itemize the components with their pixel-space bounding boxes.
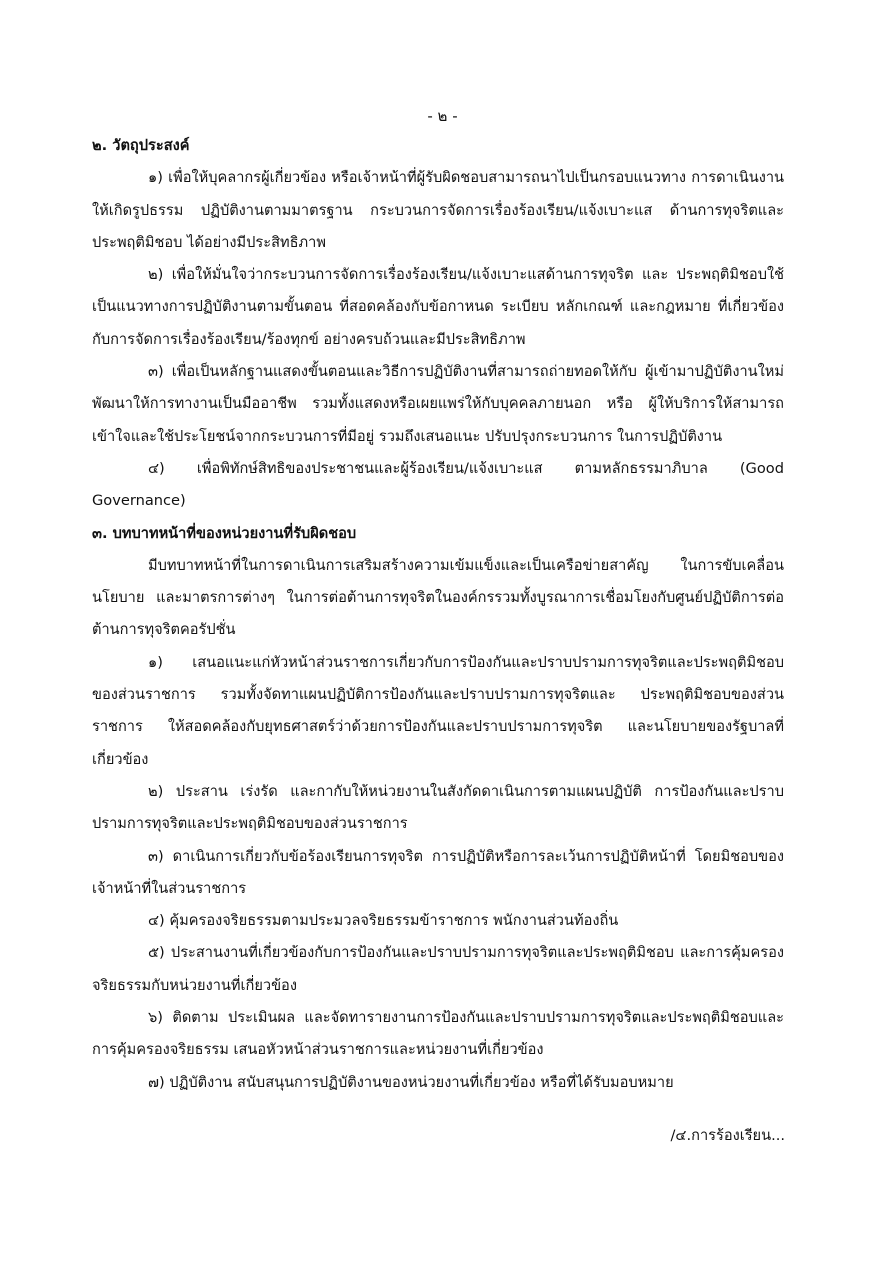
objective-item-2: ๒) เพื่อให้มั่นใจว่ากระบวนการจัดการเรื่องร้องเรียน/แจ้งเบาะแสด้านการทุจริต และ ประพฤติมิชอบใช้เป็นแนวทางการปฏิบัติงานตามขั้นตอน ที่สอดคล้องกับข้อกาหนด ระเบียบ หลักเกณฑ์ และกฎหมาย ที่เกี่ยวข้องกับการจัดการเรื่องร้องเรียน/ร้องทุกข์ อย่างครบถ้วนและมีประสิทธิภาพ: [92, 266, 784, 348]
document-body: [92, 130, 784, 1099]
duty-item-5: ๕) ประสานงานที่เกี่ยวข้องกับการป้องกันและปราบปรามการทุจริตและประพฤติมิชอบ และการคุ้มครองจริยธรรมกับหน่วยงานที่เกี่ยวข้อง: [92, 944, 784, 994]
duty-item-4: ๔) คุ้มครองจริยธรรมตามประมวลจริยธรรมข้าราชการ พนักงานส่วนท้องถิ่น: [148, 912, 619, 930]
objective-item-1: ๑) เพื่อให้บุคลากรผู้เกี่ยวข้อง หรือเจ้าหน้าที่ผู้รับผิดชอบสามารถนาไปเป็นกรอบแนวทาง การดาเนินงานให้เกิดรูปธรรม ปฏิบัติงานตามมาตรฐาน กระบวนการจัดการเรื่องร้องเรียน/แจ้งเบาะแส ด้านการทุจริตและประพฤติมิชอบ ได้อย่างมีประสิทธิภาพ: [92, 169, 784, 251]
duty-item-1: ๑) เสนอแนะแก่หัวหน้าส่วนราชการเกี่ยวกับการป้องกันและปราบปรามการทุจริตและประพฤติมิชอบของส่วนราชการ รวมทั้งจัดทาแผนปฏิบัติการป้องกันและปราบปรามการทุจริตและ ประพฤติมิชอบของส่วนราชการ ให้สอดคล้องกับยุทธศาสตร์ว่าด้วยการป้องกันและปราบปรามการทุจริต และนโยบายของรัฐบาลที่เกี่ยวข้อง: [92, 653, 784, 768]
duty-item-3: ๓) ดาเนินการเกี่ยวกับข้อร้องเรียนการทุจริต การปฏิบัติหรือการละเว้นการปฏิบัติหน้าที่ โดยมิชอบของเจ้าหน้าที่ในส่วนราชการ: [92, 847, 784, 897]
objective-item-3: ๓) เพื่อเป็นหลักฐานแสดงขั้นตอนและวิธีการปฏิบัติงานที่สามารถถ่ายทอดให้กับ ผู้เข้ามาปฏิบัติงานใหม่ พัฒนาให้การทางานเป็นมืออาชีพ รวมทั้งแสดงหรือเผยแพร่ให้กับบุคคลภายนอก หรือ ผู้ให้บริการให้สามารถเข้าใจและใช้ประโยชน์จากกระบวนการที่มีอยู่ รวมถึงเสนอแนะ ปรับปรุงกระบวนการ ในการปฏิบัติงาน: [92, 363, 784, 445]
duty-item-2: ๒) ประสาน เร่งรัด และกากับให้หน่วยงานในสังกัดดาเนินการตามแผนปฏิบัติ การป้องกันและปราบปรามการทุจริตและประพฤติมิชอบของส่วนราชการ: [92, 782, 784, 833]
page-number: - ๒ -: [427, 107, 458, 125]
continuation-note: /๔.การร้องเรียน...: [670, 1127, 785, 1144]
duty-item-6: ๖) ติดตาม ประเมินผล และจัดทารายงานการป้องกันและปราบปรามการทุจริตและประพฤติมิชอบและการคุ้มครองจริยธรรม เสนอหัวหน้าส่วนราชการและหน่วยงานที่เกี่ยวข้อง: [92, 1009, 784, 1059]
section-2-heading: ๒. วัตถุประสงค์: [92, 137, 190, 154]
objective-item-4: ๔) เพื่อพิทักษ์สิทธิของประชาชนและผู้ร้องเรียน/แจ้งเบาะแส ตามหลักธรรมาภิบาล (Good Governance): [92, 459, 784, 510]
section-3-intro: มีบทบาทหน้าที่ในการดาเนินการเสริมสร้างความเข้มแข็งและเป็นเครือข่ายสาคัญ ในการขับเคลื่อนนโยบาย และมาตรการต่างๆ ในการต่อต้านการทุจริตในองค์กรรวมทั้งบูรณาการเชื่อมโยงกับศูนย์ปฏิบัติการต่อต้านการทุจริตคอรัปชั่น: [92, 556, 784, 639]
section-3-heading: ๓. บทบาทหน้าที่ของหน่วยงานที่รับผิดชอบ: [92, 524, 357, 542]
duty-item-7: ๗) ปฏิบัติงาน สนับสนุนการปฏิบัติงานของหน่วยงานที่เกี่ยวข้อง หรือที่ได้รับมอบหมาย: [148, 1073, 674, 1091]
